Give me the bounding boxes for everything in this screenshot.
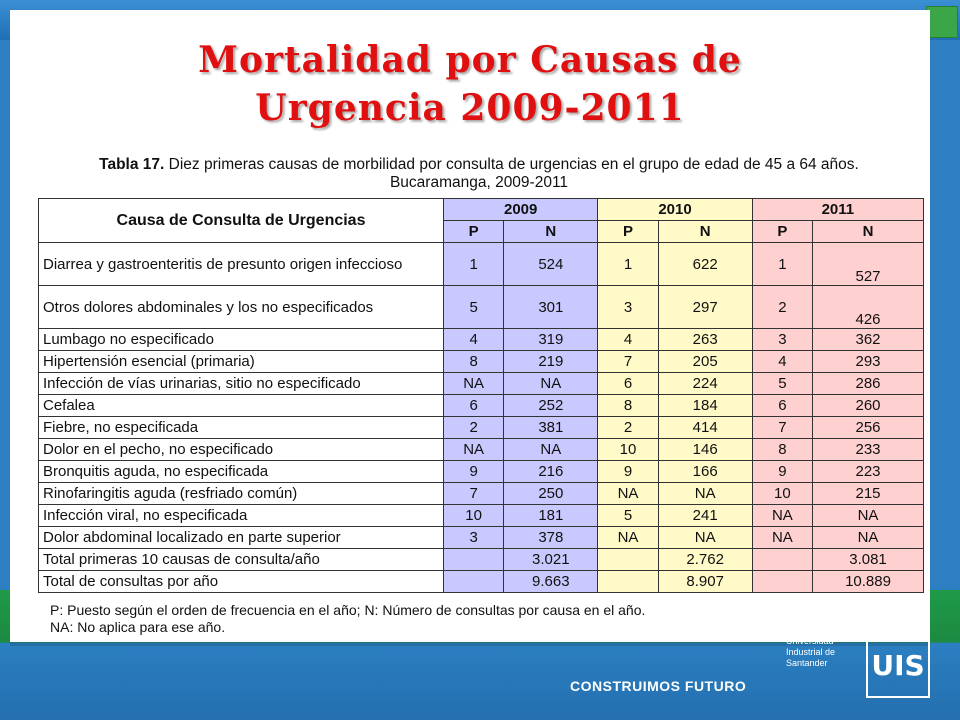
rank-cell: 9: [598, 461, 658, 483]
cause-cell: Total primeras 10 causas de consulta/año: [39, 549, 444, 571]
table-row: [39, 527, 924, 549]
rank-cell: NA: [444, 373, 504, 395]
rank-cell: 6: [598, 373, 658, 395]
slide-title: [40, 36, 900, 132]
morbidity-table: [38, 198, 924, 593]
count-cell: 426: [813, 286, 924, 329]
count-cell: NA: [813, 505, 924, 527]
count-cell: 10.889: [813, 571, 924, 593]
count-cell: 263: [658, 329, 752, 351]
table-row: [39, 373, 924, 395]
count-cell: 362: [813, 329, 924, 351]
count-cell: 252: [504, 395, 598, 417]
logo-letters: UIS: [871, 648, 925, 682]
header-p: P: [444, 221, 504, 243]
rank-cell: 3: [598, 286, 658, 329]
rank-cell: 2: [598, 417, 658, 439]
count-cell: 224: [658, 373, 752, 395]
corner-decoration: [926, 6, 958, 38]
count-cell: 297: [658, 286, 752, 329]
table-row: [39, 571, 924, 593]
count-cell: 184: [658, 395, 752, 417]
count-cell: 3.081: [813, 549, 924, 571]
rank-cell: 7: [598, 351, 658, 373]
table-row: [39, 549, 924, 571]
count-cell: 3.021: [504, 549, 598, 571]
rank-cell: NA: [444, 439, 504, 461]
count-cell: 414: [658, 417, 752, 439]
rank-cell: 3: [444, 527, 504, 549]
table-notes: [50, 602, 910, 636]
count-cell: 260: [813, 395, 924, 417]
header-year-2010: 2010: [598, 199, 752, 221]
cause-cell: Bronquitis aguda, no especificada: [39, 461, 444, 483]
count-cell: 256: [813, 417, 924, 439]
count-cell: 293: [813, 351, 924, 373]
rank-cell: [598, 549, 658, 571]
rank-cell: NA: [752, 505, 812, 527]
count-cell: 2.762: [658, 549, 752, 571]
cause-cell: Total de consultas por año: [39, 571, 444, 593]
rank-cell: 7: [444, 483, 504, 505]
header-n: N: [658, 221, 752, 243]
rank-cell: 10: [752, 483, 812, 505]
cause-cell: Infección de vías urinarias, sitio no especificado: [39, 373, 444, 395]
caption-subtitle: Bucaramanga, 2009-2011: [389, 174, 569, 191]
caption-label: Tabla 17.: [99, 156, 165, 173]
table-row: [39, 243, 924, 286]
rank-cell: 1: [752, 243, 812, 286]
cause-cell: Dolor en el pecho, no especificado: [39, 439, 444, 461]
rank-cell: 8: [752, 439, 812, 461]
count-cell: 250: [504, 483, 598, 505]
cause-cell: Lumbago no especificado: [39, 329, 444, 351]
count-cell: 381: [504, 417, 598, 439]
table-row: [39, 483, 924, 505]
rank-cell: 10: [598, 439, 658, 461]
rank-cell: 8: [444, 351, 504, 373]
rank-cell: 4: [598, 329, 658, 351]
table-row: [39, 461, 924, 483]
count-cell: 215: [813, 483, 924, 505]
count-cell: NA: [813, 527, 924, 549]
table-row: [39, 286, 924, 329]
count-cell: 286: [813, 373, 924, 395]
university-name: Universidad Industrial de Santander: [786, 636, 836, 668]
count-cell: NA: [658, 483, 752, 505]
count-cell: 233: [813, 439, 924, 461]
header-p: P: [752, 221, 812, 243]
rank-cell: NA: [598, 527, 658, 549]
rank-cell: 3: [752, 329, 812, 351]
rank-cell: [598, 571, 658, 593]
rank-cell: 9: [444, 461, 504, 483]
university-logo: [866, 632, 930, 698]
rank-cell: 4: [752, 351, 812, 373]
rank-cell: [752, 549, 812, 571]
table-body: [39, 243, 924, 593]
header-p: P: [598, 221, 658, 243]
rank-cell: [444, 549, 504, 571]
caption-text: Diez primeras causas de morbilidad por consulta de urgencias en el grupo de edad de 45 a 64 años.: [164, 156, 859, 173]
cause-cell: Dolor abdominal localizado en parte superior: [39, 527, 444, 549]
table-row: [39, 505, 924, 527]
count-cell: 527: [813, 243, 924, 286]
rank-cell: 4: [444, 329, 504, 351]
title-line-2: Urgencia 2009-2011: [255, 87, 685, 129]
cause-cell: Infección viral, no especificada: [39, 505, 444, 527]
rank-cell: 1: [598, 243, 658, 286]
table-row: [39, 395, 924, 417]
cause-cell: Fiebre, no especificada: [39, 417, 444, 439]
rank-cell: 5: [752, 373, 812, 395]
count-cell: 301: [504, 286, 598, 329]
count-cell: 205: [658, 351, 752, 373]
count-cell: 378: [504, 527, 598, 549]
count-cell: 166: [658, 461, 752, 483]
rank-cell: 5: [598, 505, 658, 527]
count-cell: 622: [658, 243, 752, 286]
rank-cell: 7: [752, 417, 812, 439]
rank-cell: NA: [598, 483, 658, 505]
cause-cell: Hipertensión esencial (primaria): [39, 351, 444, 373]
table-caption: [44, 156, 914, 192]
rank-cell: NA: [752, 527, 812, 549]
note-na: NA: No aplica para ese año.: [50, 619, 226, 635]
count-cell: 219: [504, 351, 598, 373]
count-cell: 524: [504, 243, 598, 286]
cause-cell: Rinofaringitis aguda (resfriado común): [39, 483, 444, 505]
rank-cell: 6: [752, 395, 812, 417]
title-line-1: Mortalidad por Causas de: [198, 39, 742, 81]
tagline: CONSTRUIMOS FUTURO: [570, 678, 747, 694]
header-cause: Causa de Consulta de Urgencias: [39, 199, 444, 243]
rank-cell: [752, 571, 812, 593]
count-cell: 319: [504, 329, 598, 351]
header-year-2011: 2011: [752, 199, 923, 221]
header-year-2009: 2009: [444, 199, 598, 221]
rank-cell: 6: [444, 395, 504, 417]
count-cell: 146: [658, 439, 752, 461]
header-n: N: [504, 221, 598, 243]
count-cell: 216: [504, 461, 598, 483]
rank-cell: 10: [444, 505, 504, 527]
count-cell: NA: [658, 527, 752, 549]
count-cell: 181: [504, 505, 598, 527]
count-cell: NA: [504, 439, 598, 461]
count-cell: 223: [813, 461, 924, 483]
rank-cell: 2: [444, 417, 504, 439]
table-row: [39, 439, 924, 461]
cause-cell: Diarrea y gastroenteritis de presunto origen infeccioso: [39, 243, 444, 286]
rank-cell: [444, 571, 504, 593]
cause-cell: Cefalea: [39, 395, 444, 417]
count-cell: 9.663: [504, 571, 598, 593]
rank-cell: 5: [444, 286, 504, 329]
note-legend: P: Puesto según el orden de frecuencia en el año; N: Número de consultas por causa en el año.: [50, 602, 646, 618]
rank-cell: 9: [752, 461, 812, 483]
count-cell: 241: [658, 505, 752, 527]
rank-cell: 8: [598, 395, 658, 417]
table-row: [39, 417, 924, 439]
rank-cell: 2: [752, 286, 812, 329]
table-row: [39, 329, 924, 351]
table-row: [39, 351, 924, 373]
count-cell: NA: [504, 373, 598, 395]
count-cell: 8.907: [658, 571, 752, 593]
cause-cell: Otros dolores abdominales y los no especificados: [39, 286, 444, 329]
header-n: N: [813, 221, 924, 243]
rank-cell: 1: [444, 243, 504, 286]
